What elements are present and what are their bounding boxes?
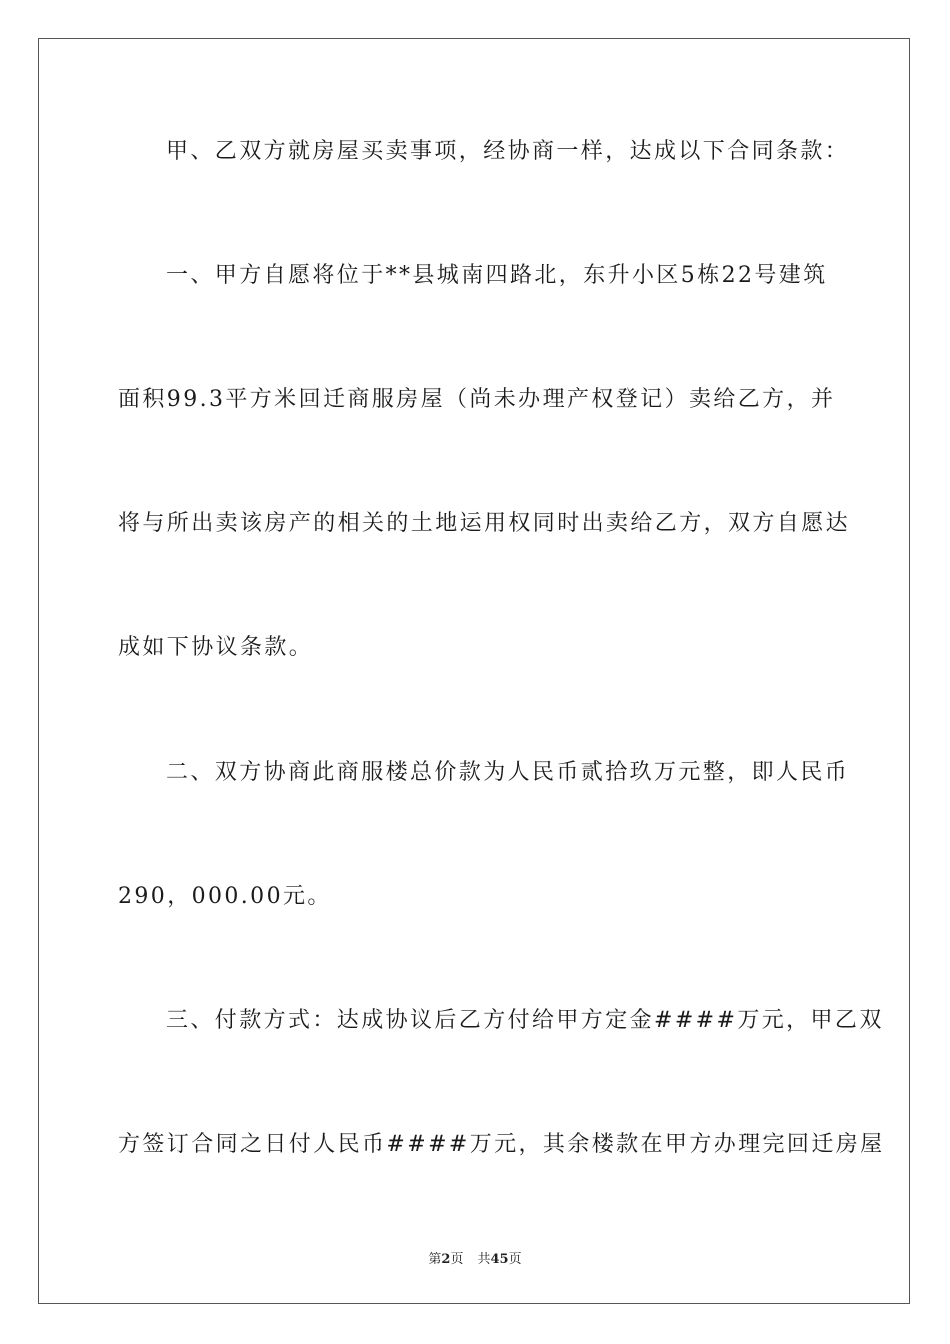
page-frame xyxy=(38,38,910,1304)
paragraph-line: 将与所出卖该房产的相关的土地运用权同时出卖给乙方，双方自愿达 xyxy=(118,511,851,536)
paragraph-line: 一、甲方自愿将位于**县城南四路北，东升小区5栋22号建筑 xyxy=(166,263,828,288)
page-footer xyxy=(0,1248,950,1267)
page-number: 2 xyxy=(441,1252,451,1267)
paragraph-line: 三、付款方式：达成协议后乙方付给甲方定金####万元，甲乙双 xyxy=(166,1008,884,1033)
page-suffix: 页 xyxy=(450,1252,464,1267)
total-pages: 45 xyxy=(490,1252,509,1267)
total-suffix: 页 xyxy=(508,1252,522,1267)
paragraph-line: 甲、乙双方就房屋买卖事项，经协商一样，达成以下合同条款： xyxy=(166,139,850,164)
total-prefix: 共 xyxy=(477,1252,491,1267)
paragraph-line: 290，000.00元。 xyxy=(118,884,332,909)
paragraph-line: 成如下协议条款。 xyxy=(118,635,314,660)
paragraph-line: 面积99.3平方米回迁商服房屋（尚未办理产权登记）卖给乙方，并 xyxy=(118,387,836,412)
paragraph-line: 方签订合同之日付人民币####万元，其余楼款在甲方办理完回迁房屋 xyxy=(118,1132,885,1157)
paragraph-line: 二、双方协商此商服楼总价款为人民币贰拾玖万元整，即人民币 xyxy=(166,760,850,785)
page-prefix: 第 xyxy=(428,1252,442,1267)
